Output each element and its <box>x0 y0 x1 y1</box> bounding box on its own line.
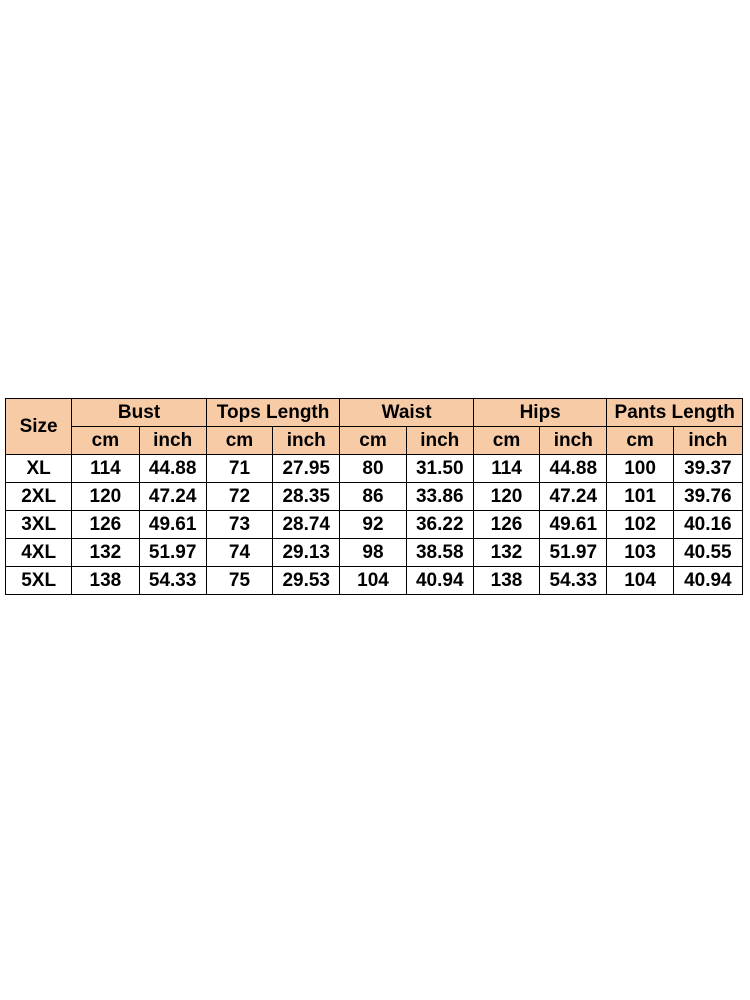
value-cell: 132 <box>72 539 139 567</box>
value-cell: 138 <box>72 567 139 595</box>
value-cell: 100 <box>607 455 673 483</box>
value-cell: 51.97 <box>540 539 607 567</box>
value-cell: 49.61 <box>139 511 206 539</box>
value-cell: 102 <box>607 511 673 539</box>
value-cell: 126 <box>72 511 139 539</box>
value-cell: 38.58 <box>406 539 473 567</box>
value-cell: 51.97 <box>139 539 206 567</box>
size-chart-table <box>5 398 743 595</box>
value-cell: 74 <box>206 539 272 567</box>
value-cell: 54.33 <box>139 567 206 595</box>
value-cell: 71 <box>206 455 272 483</box>
value-cell: 138 <box>473 567 539 595</box>
unit-header: cm <box>473 427 539 455</box>
value-cell: 39.76 <box>673 483 742 511</box>
header-unit-row <box>6 427 743 455</box>
value-cell: 40.94 <box>673 567 742 595</box>
header-group-row <box>6 399 743 427</box>
value-cell: 31.50 <box>406 455 473 483</box>
unit-header: cm <box>206 427 272 455</box>
group-header-pants-length: Pants Length <box>607 399 743 427</box>
value-cell: 29.13 <box>273 539 340 567</box>
value-cell: 39.37 <box>673 455 742 483</box>
table-row <box>6 511 743 539</box>
value-cell: 28.35 <box>273 483 340 511</box>
unit-header: inch <box>139 427 206 455</box>
unit-header: inch <box>673 427 742 455</box>
value-cell: 36.22 <box>406 511 473 539</box>
value-cell: 40.16 <box>673 511 742 539</box>
group-header-bust: Bust <box>72 399 207 427</box>
group-header-tops-length: Tops Length <box>206 399 340 427</box>
value-cell: 114 <box>473 455 539 483</box>
value-cell: 27.95 <box>273 455 340 483</box>
value-cell: 75 <box>206 567 272 595</box>
table-row <box>6 567 743 595</box>
value-cell: 80 <box>340 455 406 483</box>
value-cell: 126 <box>473 511 539 539</box>
size-column-header: Size <box>6 399 72 455</box>
unit-header: cm <box>72 427 139 455</box>
size-cell: 3XL <box>6 511 72 539</box>
unit-header: inch <box>406 427 473 455</box>
value-cell: 47.24 <box>540 483 607 511</box>
size-cell: 2XL <box>6 483 72 511</box>
value-cell: 29.53 <box>273 567 340 595</box>
value-cell: 98 <box>340 539 406 567</box>
value-cell: 44.88 <box>540 455 607 483</box>
unit-header: cm <box>340 427 406 455</box>
group-header-hips: Hips <box>473 399 607 427</box>
value-cell: 101 <box>607 483 673 511</box>
table-row <box>6 483 743 511</box>
value-cell: 114 <box>72 455 139 483</box>
unit-header: inch <box>273 427 340 455</box>
table-row <box>6 539 743 567</box>
value-cell: 40.55 <box>673 539 742 567</box>
value-cell: 54.33 <box>540 567 607 595</box>
size-chart-body <box>6 455 743 595</box>
value-cell: 104 <box>607 567 673 595</box>
value-cell: 86 <box>340 483 406 511</box>
value-cell: 73 <box>206 511 272 539</box>
value-cell: 49.61 <box>540 511 607 539</box>
value-cell: 47.24 <box>139 483 206 511</box>
value-cell: 44.88 <box>139 455 206 483</box>
size-cell: XL <box>6 455 72 483</box>
size-chart-header <box>6 399 743 455</box>
value-cell: 103 <box>607 539 673 567</box>
value-cell: 28.74 <box>273 511 340 539</box>
value-cell: 92 <box>340 511 406 539</box>
unit-header: inch <box>540 427 607 455</box>
size-cell: 5XL <box>6 567 72 595</box>
value-cell: 132 <box>473 539 539 567</box>
value-cell: 33.86 <box>406 483 473 511</box>
value-cell: 72 <box>206 483 272 511</box>
unit-header: cm <box>607 427 673 455</box>
size-cell: 4XL <box>6 539 72 567</box>
value-cell: 40.94 <box>406 567 473 595</box>
value-cell: 104 <box>340 567 406 595</box>
group-header-waist: Waist <box>340 399 474 427</box>
value-cell: 120 <box>72 483 139 511</box>
value-cell: 120 <box>473 483 539 511</box>
table-row <box>6 455 743 483</box>
